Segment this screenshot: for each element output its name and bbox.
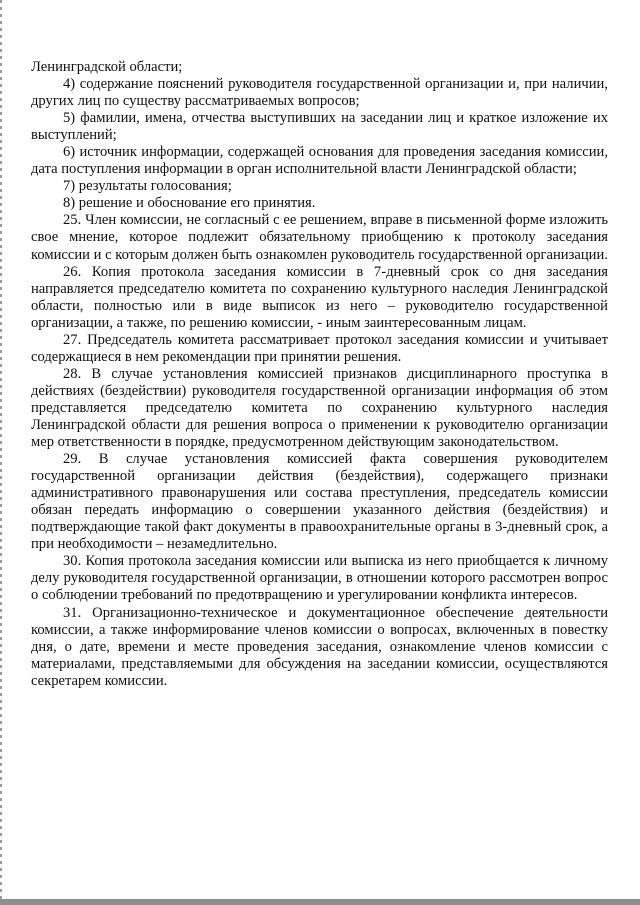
clause-28: 28. В случае установления комиссией признаков дисциплинарного проступка в действиях (бездействии) руководителя государственной организации информация об этом представляется председателю комитета по сохранению культурного наследия Ленинградской области для решения вопроса о применении к руководителю организации мер ответственности в порядке, предусмотренном действующим законодательством. — [31, 365, 608, 451]
list-item-4: 4) содержание пояснений руководителя государственной организации и, при наличии, других лиц по существу рассматриваемых вопросов; — [31, 76, 608, 110]
clause-29: 29. В случае установления комиссией факта совершения руководителем государственной организации действия (бездействия), содержащего признаки административного правонарушения или состава преступления, председатель комиссии обязан передать информацию о совершении указанного действия (бездействия) и подтверждающие такой факт документы в правоохранительные органы в 3-дневный срок, а при необходимости – незамедлительно. — [31, 451, 608, 553]
clause-25: 25. Член комиссии, не согласный с ее решением, вправе в письменной форме изложить свое мнение, которое подлежит обязательному приобщению к протоколу заседания комиссии и с которым должен быть ознакомлен руководитель государственной организации. — [31, 212, 608, 263]
list-item-7: 7) результаты голосования; — [63, 178, 232, 195]
list-item-8: 8) решение и обоснование его принятия. — [63, 195, 316, 212]
clause-26: 26. Копия протокола заседания комиссии в 7-дневный срок со дня заседания направляется председателю комитета по сохранению культурного наследия Ленинградской области, полностью или в виде выписок из него – руководителю государственной организации, а также, по решению комиссии, - иным заинтересованным лицам. — [31, 263, 608, 331]
clause-27: 27. Председатель комитета рассматривает протокол заседания комиссии и учитывает содержащиеся в нем рекомендации при принятии решения. — [31, 331, 608, 365]
scan-left-edge — [0, 0, 2, 905]
list-item-6: 6) источник информации, содержащей основания для проведения заседания комиссии, дата поступления информации в орган исполнительной власти Ленинградской области; — [31, 144, 608, 178]
scan-bottom-edge — [0, 899, 640, 905]
list-item-5: 5) фамилии, имена, отчества выступивших на заседании лиц и краткое изложение их выступлений; — [31, 110, 608, 144]
clause-31: 31. Организационно-техническое и документационное обеспечение деятельности комиссии, а также информирование членов комиссии о вопросах, включенных в повестку дня, о дате, времени и месте проведения заседания, ознакомление членов комиссии с материалами, представляемыми для обсуждения на заседании комиссии, осуществляются секретарем комиссии. — [31, 604, 608, 689]
document-page — [31, 59, 608, 690]
paragraph-continuation: Ленинградской области; — [31, 59, 183, 75]
clause-30: 30. Копия протокола заседания комиссии или выписка из него приобщается к личному делу руководителя государственной организации, в отношении которого рассмотрен вопрос о соблюдении требований по предотвращению и урегулировании конфликта интересов. — [31, 553, 608, 604]
